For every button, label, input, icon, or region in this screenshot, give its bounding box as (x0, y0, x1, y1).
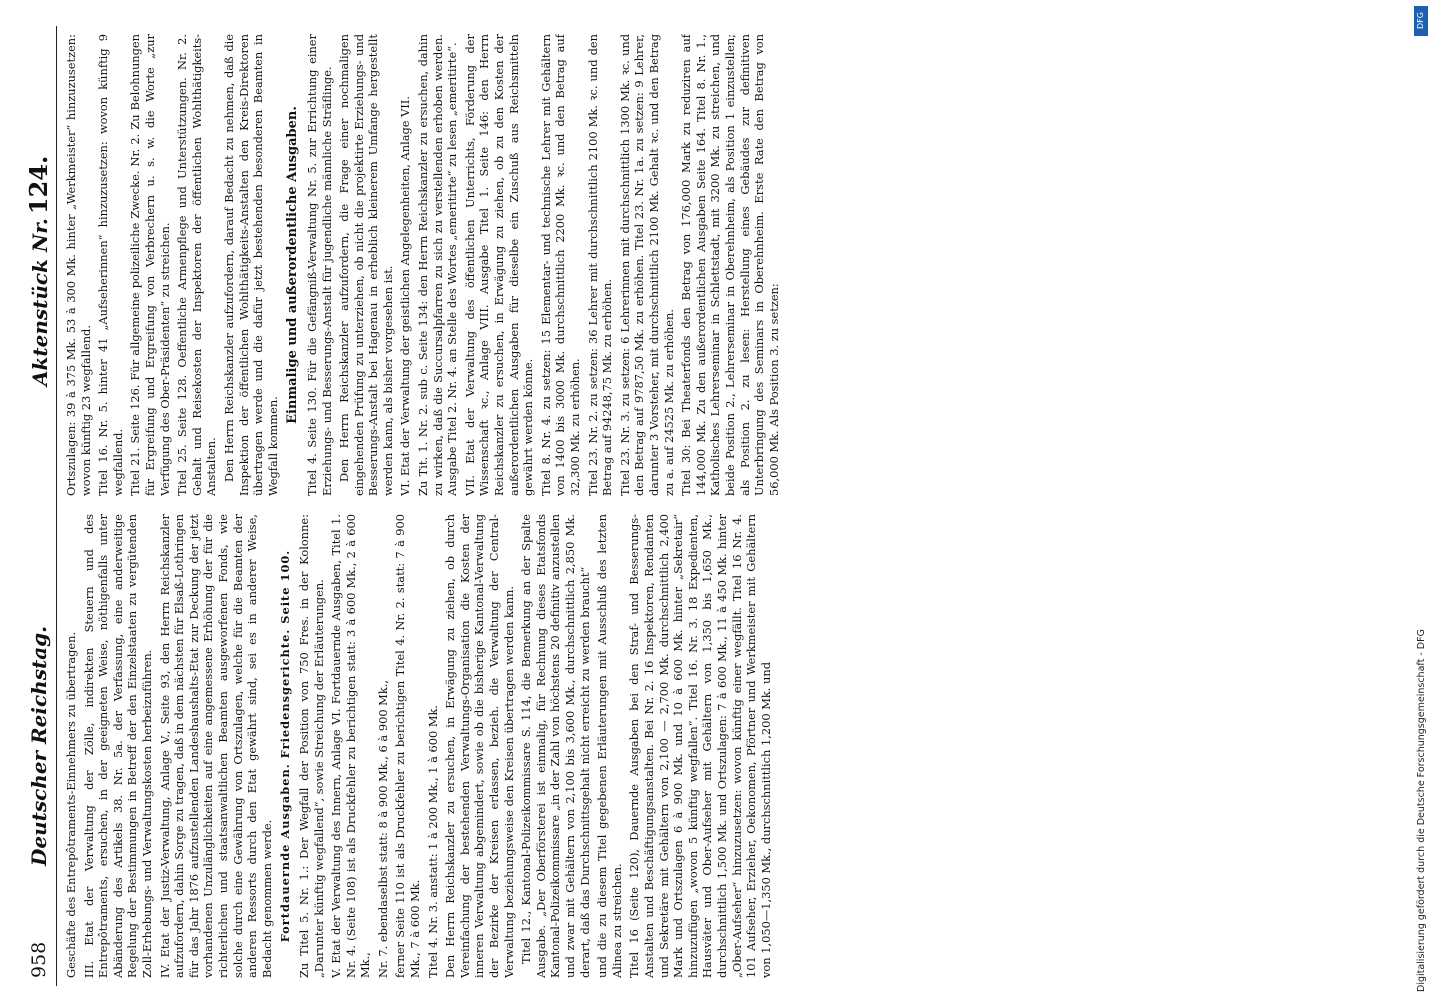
page-header (22, 26, 57, 986)
paragraph: Titel 23. Nr. 3. zu setzen: 6 Lehrerinnen mit durchschnittlich 1300 Mk. ꝛc. und den Betrag auf 9787,50 Mk. zu erhöhen. Titel 23. Nr. 1a. zu setzen: 9 Lehrer, darunter 3 Vorsteher, mit durchschnittlich 2100 Mk. Gehalt ꝛc. und den Betrag zu a. auf 24525 Mk. zu erhöhen. (617, 34, 676, 496)
paragraph: ferner Seite 110 ist als Druckfehler zu berichtigen Titel 4. Nr. 2. statt: 7 à 900 Mk., 7 à 600 Mk. (393, 514, 423, 978)
paragraph: V. Etat der Verwaltung des Innern, Anlage VI. Fortdauernde Ausgaben, Titel 1. Nr. 4. (Seite 108) ist als Druckfehler zu berichtigen statt: 3 à 600 Mk., 2 à 600 Mk., (329, 514, 373, 978)
paragraph: Zu Tit. 1. Nr. 2. sub c. Seite 134: den Herrn Reichskanzler zu ersuchen, dahin zu wirken, daß die Succursalpfarren zu sich zu verstellenden erhoben werden. Ausgabe Titel 2. Nr. 4. an Stelle des Wortes „emeritirte“ zu lesen „emeritirte“. (416, 34, 460, 496)
right-column (64, 34, 1384, 496)
rotated-sheet (16, 26, 1396, 986)
paragraph: Titel 4. Nr. 3. anstatt: 1 à 200 Mk., 1 à 600 Mk. (425, 704, 440, 978)
document-number: 124. (24, 155, 53, 215)
paragraph: VI. Etat der Verwaltung der geistlichen Angelegenheiten, Anlage VII. (398, 95, 413, 496)
paragraph: VII. Etat der Verwaltung des öffentlichen Unterrichts, Förderung der Wissenschaft ꝛc., Anlage VIII. Ausgabe Titel 1. Seite 146: den Herrn Reichskanzler zu ersuchen, in Erwägung zu ziehen, ob zu den Kosten der außerordentlichen Ausgaben für dieselbe ein Zuschuß aus Reichsmitteln gewährt werden könne. (462, 34, 536, 496)
paragraph: und die zu diesem Titel gegebenen Erläuterungen mit Ausschluß des letzten Alinea zu streichen. (595, 514, 624, 978)
dfg-logo: DFG (1414, 6, 1428, 36)
paragraph: Titel 16. Nr. 5. hinter 41 „Aufseherinnen“ hinzuzusetzen: wovon künftig 9 wegfallend. (96, 34, 125, 496)
paragraph: Titel 4. Seite 130. Für die Gefängniß-Verwaltung Nr. 5. zur Errichtung einer Erziehungs- und Besserungs-Anstalt für jugendliche männliche Sträflinge. (304, 34, 334, 496)
paragraph: IV. Etat der Justiz-Verwaltung, Anlage V., Seite 93, den Herrn Reichskanzler aufzufordern, dahin Sorge zu tragen, daß in dem nächsten für Elsaß-Lothringen für das Jahr 1876 aufzustellenden Landeshaushalts-Etat zur Deckung der jetzt vorhandenen Unzulänglichkeiten auf eine angemessene Erhöhung der für die richterlichen und staatsanwaltlichen Beamten ausgeworfenen Fonds, wie solche durch eine Gewährung von Ortszulagen, welche für die Beamten der anderen Ressorts durch den Etat gewährt sind, sei es in anderer Weise, Bedacht genommen werde. (157, 514, 274, 978)
section-heading: Fortdauernde Ausgaben. Friedensgerichte. Seite 100. (278, 549, 293, 943)
header-document-label: Aktenstück Nr.124. (24, 155, 53, 386)
paragraph: Titel 21. Seite 126. Für allgemeine polizeiliche Zwecke. Nr. 2. Zu Belohnungen für Ergreifung und Ergreifung von Verbrechern u. s. w. die Worte „zur Verfügung des Ober-Präsidenten“ zu streichen. (128, 34, 172, 496)
paragraph: Titel 16 (Seite 120), Dauernde Ausgaben bei den Straf- und Besserungs-Anstalten und Beschäftigungsanstalten. Bei Nr. 2. 16 Inspektoren, Rendanten und Sekretäre mit Gehältern von 2,100 — 2,700 Mk. durchschnittlich 2,400 Mark und Ortszulagen 6 à 900 Mk. und 10 à 600 Mk. hinter „Sekretair“ hinzuzufügen „wovon 5 künftig wegfallen“. Titel 16. Nr. 3. 18 Expedienten, Hausväter und Ober-Aufseher mit Gehältern von 1,350 bis 1,650 Mk., durchschnittlich 1,500 Mk. und Ortszulagen: 7 à 600 Mk., 11 à 450 Mk. hinter „Ober-Aufseher“ hinzuzusetzen: wovon künftig einer wegfällt. Titel 16 Nr. 4. 101 Aufseher, Erzieher, Oekonomen, Pförtner und Werkmeister mit Gehältern von 1,050—1,350 Mk., durchschnittlich 1,200 Mk. und (627, 514, 773, 978)
paragraph: Den Herrn Reichskanzler aufzufordern, die Frage einer nochmaligen eingehenden Prüfung zu unterziehen, ob nicht die projektirte Erziehungs- und Besserungs-Anstalt bei Hagenau in erheblich kleinerem Umfange hergestellt werden kann, als bisher vorgesehen ist. (337, 34, 395, 496)
left-column (64, 514, 1384, 978)
section-heading: Einmalige und außerordentliche Ausgaben. (285, 106, 301, 424)
paragraph: Titel 8. Nr. 4. zu setzen: 15 Elementar- und technische Lehrer mit Gehältern von 1400 bis 3000 Mk. durchschnittlich 2200 Mk. ꝛc. und den Betrag auf 32,300 Mk. zu erhöhen. (538, 34, 582, 496)
paragraph: Titel 25. Seite 128. Oeffentliche Armenpflege und Unterstützungen. Nr. 2. Gehalt und Reisekosten der Inspektoren der öffentlichen Wohlthätigkeits-Anstalten. (175, 34, 219, 496)
header-title: Deutscher Reichstag. (27, 625, 51, 866)
page-number: 958 (28, 941, 50, 978)
paragraph: III. Etat der Verwaltung der Zölle, indirekten Steuern und des Entrepôtraments, ersuchen, in der geeigneten Weise, nöthigenfalls unter Abänderung des Artikels 38. Nr. 5a. der Verfassung, eine anderweitige Regelung der Bestimmungen in Betreff der den Einzelstaaten zu vergütenden Zoll-Erhebungs- und Verwaltungskosten herbeizuführen. (81, 514, 154, 978)
paragraph: Geschäfte des Entrepôtraments-Einnehmers zu übertragen. (64, 631, 78, 978)
paragraph: Ortszulagen: 39 à 375 Mk. 53 à 300 Mk. hinter „Werkmeister“ hinzuzusetzen: wovon künftig 23 wegfallend. (64, 34, 93, 496)
paragraph: Titel 12., Kantonal-Polizeikommissare S. 114, die Bemerkung an der Spalte Ausgabe. „Der Oberförsterei ist einmalig, für Rechnung dieses Etatsfonds Kantonal-Polizeikommissare „in der Zahl von höchstens 20 definitiv anzustellen und zwar mit Gehältern von 2,100 bis 3,600 Mk., durchschnittlich 2,850 Mk. derart, daß das Durchschnittsgehalt nicht erreicht zu werden braucht“ (519, 514, 592, 978)
paragraph: Titel 23. Nr. 2. zu setzen: 36 Lehrer mit durchschnittlich 2100 Mk. ꝛc. und den Betrag auf 94248,75 Mk. zu erhöhen. (585, 34, 615, 496)
digitization-note: Digitalisierung gefördert durch die Deutsche Forschungsgemeinschaft - DFG (1416, 629, 1427, 992)
paragraph: Nr. 7. ebendaselbst statt: 8 à 900 Mk., 6 à 900 Mk., (375, 680, 390, 978)
paragraph: Titel 30: Bei Theaterfonds den Betrag von 176,000 Mark zu reduziren auf 144,000 Mk. Zu den außerordentlichen Ausgaben Seite 164. Titel 8. Nr. 1., Katholisches Lehrerseminar in Schlettstadt, mit 3200 Mk. zu streichen, und beide Position 2., Lehrerseminar in Oberehnheim, als Position 1 einzustellen; als Position 2. zu lesen: Herstellung eines Gebäudes zur definitiven Unterbringung des Seminars in Oberehnheim. Erste Rate den Betrag von 56,000 Mk. Als Position 3. zu setzen: (679, 34, 781, 496)
paragraph: Den Herrn Reichskanzler zu ersuchen, in Erwägung zu ziehen, ob durch Vereinfachung der bestehenden Verwaltungs-Organisation die Kosten der inneren Verwaltung abgemindert, sowie ob die bisherige Kantonal-Verwaltung der Bezirke der Kreisen erlassen, bezieh. die Verwaltung der Central-Verwaltung beziehungsweise den Kreisen übertragen werden kann. (443, 514, 516, 978)
paragraph: Zu Titel 5. Nr. 1.: Der Wegfall der Position von 750 Fres. in der Kolonne: „Darunter künftig wegfallend“, sowie Streichung der Erläuterungen. (296, 514, 326, 978)
paragraph: Den Herrn Reichskanzler aufzufordern, darauf Bedacht zu nehmen, daß die Inspektion der öffentlichen Wohlthätigkeits-Anstalten den Kreis-Direktoren übertragen werde und die dafür jetzt bestehenden besonderen Beamten in Wegfall kommen. (221, 34, 280, 496)
